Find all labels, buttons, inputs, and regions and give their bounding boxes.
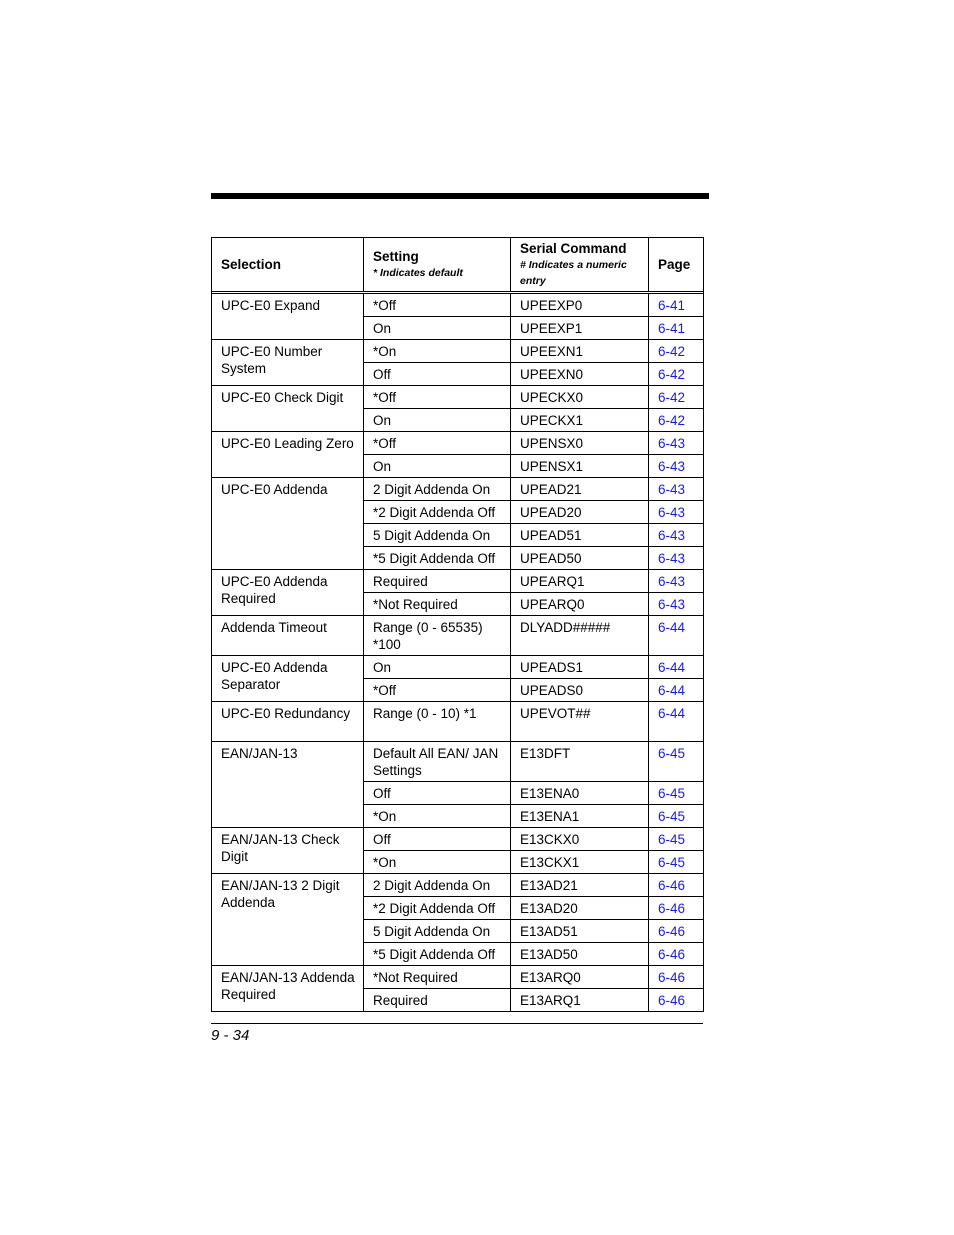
- serial-command-cell: E13AD51: [511, 920, 649, 943]
- serial-command-cell: E13CKX0: [511, 828, 649, 851]
- setting-cell: *Off: [364, 679, 511, 702]
- serial-command-cell: UPENSX1: [511, 455, 649, 478]
- setting-cell: Required: [364, 989, 511, 1012]
- page-link[interactable]: 6-45: [658, 746, 686, 761]
- page-link[interactable]: 6-44: [658, 660, 686, 675]
- serial-command-cell: UPEVOT##: [511, 702, 649, 742]
- setting-cell: On: [364, 317, 511, 340]
- serial-command-cell: UPEAD20: [511, 501, 649, 524]
- page-link[interactable]: 6-43: [658, 459, 686, 474]
- selection-cell: EAN/JAN-13: [212, 742, 364, 828]
- header-page-label: Page: [658, 257, 691, 272]
- serial-command-cell: E13ENA1: [511, 805, 649, 828]
- serial-command-cell: UPEARQ1: [511, 570, 649, 593]
- page-link[interactable]: 6-43: [658, 551, 686, 566]
- table-row: [212, 616, 704, 656]
- serial-command-cell: E13ARQ1: [511, 989, 649, 1012]
- page-link[interactable]: 6-42: [658, 413, 686, 428]
- page-link[interactable]: 6-46: [658, 993, 686, 1008]
- page-link[interactable]: 6-45: [658, 786, 686, 801]
- setting-cell: *Not Required: [364, 966, 511, 989]
- page-link[interactable]: 6-43: [658, 436, 686, 451]
- table-row: [212, 432, 704, 455]
- serial-command-cell: E13DFT: [511, 742, 649, 782]
- table-row: [212, 478, 704, 501]
- header-setting: [364, 238, 511, 292]
- page-cell: [649, 340, 704, 363]
- page-cell: [649, 478, 704, 501]
- page-link[interactable]: 6-44: [658, 706, 686, 721]
- top-rule: [211, 193, 709, 199]
- serial-command-cell: UPEEXP1: [511, 317, 649, 340]
- page-cell: [649, 943, 704, 966]
- table-row: [212, 386, 704, 409]
- setting-cell: 2 Digit Addenda On: [364, 478, 511, 501]
- page-link[interactable]: 6-41: [658, 298, 686, 313]
- selection-cell: UPC-E0 Addenda: [212, 478, 364, 570]
- header-selection: [212, 238, 364, 292]
- page-cell: [649, 294, 704, 317]
- selection-cell: EAN/JAN-13 Check Digit: [212, 828, 364, 874]
- setting-cell: On: [364, 409, 511, 432]
- page-link[interactable]: 6-43: [658, 574, 686, 589]
- page-cell: [649, 455, 704, 478]
- table-header: [212, 238, 704, 292]
- page-cell: [649, 593, 704, 616]
- table-row: [212, 294, 704, 317]
- serial-command-cell: UPEADS0: [511, 679, 649, 702]
- serial-command-cell: UPEEXN0: [511, 363, 649, 386]
- page-link[interactable]: 6-43: [658, 597, 686, 612]
- page-link[interactable]: 6-45: [658, 832, 686, 847]
- page-cell: [649, 989, 704, 1012]
- serial-command-cell: UPEAD21: [511, 478, 649, 501]
- page-link[interactable]: 6-45: [658, 855, 686, 870]
- selection-cell: UPC-E0 Addenda Separator: [212, 656, 364, 702]
- page-cell: [649, 874, 704, 897]
- selection-cell: UPC-E0 Redundancy: [212, 702, 364, 742]
- setting-cell: *2 Digit Addenda Off: [364, 897, 511, 920]
- setting-cell: On: [364, 656, 511, 679]
- selection-cell: Addenda Timeout: [212, 616, 364, 656]
- header-serial-label: Serial Command: [520, 241, 627, 256]
- setting-cell: 5 Digit Addenda On: [364, 920, 511, 943]
- setting-cell: *Off: [364, 294, 511, 317]
- selection-cell: UPC-E0 Leading Zero: [212, 432, 364, 478]
- setting-cell: *Off: [364, 386, 511, 409]
- serial-command-cell: UPEAD51: [511, 524, 649, 547]
- table-row: [212, 966, 704, 989]
- selection-cell: EAN/JAN-13 2 Digit Addenda: [212, 874, 364, 966]
- page-link[interactable]: 6-42: [658, 390, 686, 405]
- setting-cell: *On: [364, 805, 511, 828]
- page-link[interactable]: 6-43: [658, 505, 686, 520]
- header-serial-note: # Indicates a numeric entry: [520, 259, 627, 287]
- page-link[interactable]: 6-46: [658, 970, 686, 985]
- table-body: [212, 292, 704, 1012]
- page-link[interactable]: 6-45: [658, 809, 686, 824]
- serial-command-cell: E13ARQ0: [511, 966, 649, 989]
- page-cell: [649, 966, 704, 989]
- page-link[interactable]: 6-46: [658, 878, 686, 893]
- serial-command-cell: E13AD21: [511, 874, 649, 897]
- header-setting-label: Setting: [373, 249, 419, 264]
- setting-cell: 5 Digit Addenda On: [364, 524, 511, 547]
- page-link[interactable]: 6-46: [658, 901, 686, 916]
- header-serial-command: [511, 238, 649, 292]
- page-link[interactable]: 6-46: [658, 947, 686, 962]
- serial-command-cell: UPECKX1: [511, 409, 649, 432]
- setting-cell: Off: [364, 363, 511, 386]
- page-cell: [649, 679, 704, 702]
- serial-command-cell: UPENSX0: [511, 432, 649, 455]
- page-cell: [649, 501, 704, 524]
- header-page: [649, 238, 704, 292]
- table-row: [212, 874, 704, 897]
- page-cell: [649, 742, 704, 782]
- setting-cell: *Off: [364, 432, 511, 455]
- setting-cell: Default All EAN/ JAN Settings: [364, 742, 511, 782]
- table-row: [212, 702, 704, 742]
- page-link[interactable]: 6-43: [658, 528, 686, 543]
- setting-cell: *2 Digit Addenda Off: [364, 501, 511, 524]
- page-cell: [649, 828, 704, 851]
- setting-cell: Range (0 - 65535) *100: [364, 616, 511, 656]
- serial-command-cell: UPEAD50: [511, 547, 649, 570]
- table-row: [212, 828, 704, 851]
- page-cell: [649, 432, 704, 455]
- selection-cell: UPC-E0 Check Digit: [212, 386, 364, 432]
- page-cell: [649, 851, 704, 874]
- selection-cell: UPC-E0 Number System: [212, 340, 364, 386]
- page-link[interactable]: 6-43: [658, 482, 686, 497]
- setting-cell: Required: [364, 570, 511, 593]
- table-row: [212, 340, 704, 363]
- page-cell: [649, 317, 704, 340]
- header-selection-label: Selection: [221, 257, 282, 272]
- setting-cell: *On: [364, 851, 511, 874]
- setting-cell: *Not Required: [364, 593, 511, 616]
- setting-cell: *5 Digit Addenda Off: [364, 547, 511, 570]
- page-cell: [649, 920, 704, 943]
- page-cell: [649, 409, 704, 432]
- serial-command-cell: UPEARQ0: [511, 593, 649, 616]
- setting-cell: *On: [364, 340, 511, 363]
- selection-cell: UPC-E0 Addenda Required: [212, 570, 364, 616]
- page-number: 9 - 34: [211, 1027, 250, 1044]
- table-row: [212, 570, 704, 593]
- page-cell: [649, 524, 704, 547]
- setting-cell: 2 Digit Addenda On: [364, 874, 511, 897]
- setting-cell: Range (0 - 10) *1: [364, 702, 511, 742]
- table-row: [212, 656, 704, 679]
- page-cell: [649, 386, 704, 409]
- serial-command-cell: DLYADD#####: [511, 616, 649, 656]
- page-cell: [649, 547, 704, 570]
- page-cell: [649, 897, 704, 920]
- serial-command-cell: UPEEXP0: [511, 294, 649, 317]
- page-cell: [649, 616, 704, 656]
- page-link[interactable]: 6-44: [658, 683, 686, 698]
- page-link[interactable]: 6-41: [658, 321, 686, 336]
- footer-rule: [211, 1023, 703, 1024]
- page-link[interactable]: 6-42: [658, 367, 686, 382]
- header-setting-note: * Indicates default: [373, 267, 463, 279]
- selection-cell: UPC-E0 Expand: [212, 294, 364, 340]
- page-cell: [649, 702, 704, 742]
- page-link[interactable]: 6-42: [658, 344, 686, 359]
- serial-command-cell: E13ENA0: [511, 782, 649, 805]
- serial-command-cell: UPECKX0: [511, 386, 649, 409]
- serial-command-cell: E13AD50: [511, 943, 649, 966]
- page-cell: [649, 805, 704, 828]
- serial-command-cell: UPEADS1: [511, 656, 649, 679]
- setting-cell: *5 Digit Addenda Off: [364, 943, 511, 966]
- selection-cell: EAN/JAN-13 Addenda Required: [212, 966, 364, 1012]
- setting-cell: On: [364, 455, 511, 478]
- page-cell: [649, 363, 704, 386]
- page-link[interactable]: 6-46: [658, 924, 686, 939]
- serial-command-cell: E13CKX1: [511, 851, 649, 874]
- setting-cell: Off: [364, 782, 511, 805]
- serial-command-cell: E13AD20: [511, 897, 649, 920]
- table-row: [212, 742, 704, 782]
- page-cell: [649, 782, 704, 805]
- command-table: [211, 237, 704, 1012]
- setting-cell: Off: [364, 828, 511, 851]
- page-link[interactable]: 6-44: [658, 620, 686, 635]
- page-cell: [649, 656, 704, 679]
- page-cell: [649, 570, 704, 593]
- serial-command-cell: UPEEXN1: [511, 340, 649, 363]
